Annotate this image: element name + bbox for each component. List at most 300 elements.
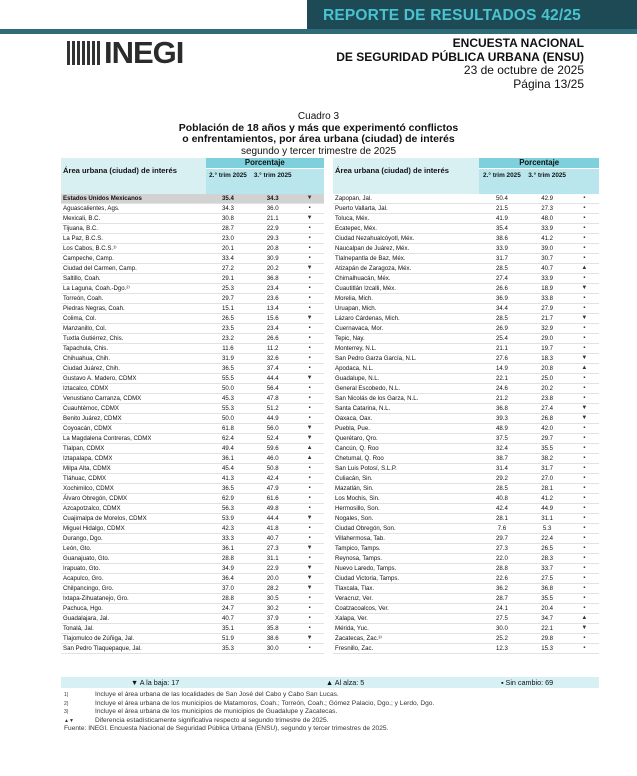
down-arrow-icon: ▼	[306, 375, 313, 381]
q2-value: 36.9	[495, 295, 508, 302]
source-note: Fuente: INEGI. Encuesta Nacional de Seguridad Pública Urbana (ENSU), segundo y tercer trimestres de 2025.	[64, 725, 389, 733]
table-row	[61, 384, 324, 394]
down-arrow-icon: ▼	[306, 575, 313, 581]
q2-value: 53.9	[222, 515, 234, 522]
city-name: Chetumal, Q. Roo	[335, 455, 384, 462]
no-change-icon: ▪	[583, 595, 586, 601]
no-change-icon: ▪	[583, 385, 586, 391]
no-change-icon: ▪	[583, 375, 586, 381]
city-name: Toluca, Méx.	[335, 215, 370, 222]
q2-value: 35.1	[222, 625, 234, 632]
down-arrow-icon: ▼	[581, 625, 588, 631]
up-arrow-icon: ▲	[581, 365, 588, 371]
q2-value: 27.2	[222, 265, 234, 272]
q2-value: 7.6	[497, 525, 507, 532]
q3-value: 36.0	[266, 205, 279, 212]
q2-value: 35.4	[222, 195, 234, 202]
table-row	[333, 334, 599, 344]
footnote: ▲▼ Diferencia estadísticamente significativa respecto al segundo trimestre de 2025.	[64, 716, 329, 724]
down-arrow-icon: ▼	[581, 355, 588, 361]
q3-value: 32.6	[266, 355, 279, 362]
q2-value: 27.3	[495, 545, 508, 552]
city-name: Los Cabos, B.C.S.¹⁾	[63, 245, 117, 252]
table-row	[61, 594, 324, 604]
q3-value: 61.6	[266, 495, 279, 502]
table-row	[333, 554, 599, 564]
no-change-icon: ▪	[583, 605, 586, 611]
city-name: Gustavo A. Madero, CDMX	[63, 375, 137, 382]
city-name: Ecatepec, Méx.	[335, 225, 377, 232]
city-name: Chihuahua, Chih.	[63, 355, 111, 362]
table-row	[333, 404, 599, 414]
table-row	[333, 314, 599, 324]
city-name: Cuauhtémoc, CDMX	[63, 405, 119, 412]
city-name: Mexicali, B.C.	[63, 215, 101, 222]
q2-value: 38.6	[495, 235, 508, 242]
city-name: Saltillo, Coah.	[63, 275, 101, 282]
q3-value: 41.2	[541, 235, 554, 242]
table-row	[333, 634, 599, 644]
q3-value: 41.8	[266, 525, 279, 532]
logo-word: INEGI	[104, 35, 184, 70]
no-change-icon: ▪	[583, 235, 586, 241]
no-change-icon: ▪	[583, 505, 586, 511]
no-change-icon: ▪	[583, 395, 586, 401]
city-name: Ciudad Victoria, Tamps.	[335, 575, 400, 582]
down-arrow-icon: ▼	[306, 635, 313, 641]
q3-value: 47.8	[266, 395, 279, 402]
table-row	[333, 394, 599, 404]
q3-value: 20.4	[541, 605, 554, 612]
table-row	[333, 574, 599, 584]
city-name: Ciudad Nezahualcóyotl, Méx.	[335, 235, 415, 242]
city-name: Tapachula, Chis.	[63, 345, 109, 352]
city-name: Colima, Col.	[63, 315, 97, 322]
inegi-logo	[67, 35, 184, 70]
table-row	[61, 404, 324, 414]
city-name: Culiacán, Sin.	[335, 475, 373, 482]
q2-value: 28.8	[495, 565, 508, 572]
table-row	[333, 364, 599, 374]
city-name: Tlaxcala, Tlax.	[335, 585, 375, 592]
table-row	[61, 644, 324, 654]
q3-value: 49.8	[266, 505, 279, 512]
city-name: Zacatecas, Zac.³⁾	[335, 635, 382, 642]
down-arrow-icon: ▼	[306, 515, 313, 521]
q2-value: 14.9	[495, 365, 508, 372]
q3-value: 39.0	[541, 245, 554, 252]
city-name: Tlalpan, CDMX	[63, 445, 105, 452]
city-name: Fresnillo, Zac.	[335, 645, 374, 652]
survey-header	[336, 37, 584, 91]
city-name: Oaxaca, Oax.	[335, 415, 373, 422]
down-arrow-icon: ▼	[306, 585, 313, 591]
q2-value: 42.4	[495, 505, 508, 512]
q3-value: 31.1	[266, 555, 279, 562]
table-row	[333, 294, 599, 304]
city-name: General Escobedo, N.L.	[335, 385, 401, 392]
table-row	[61, 484, 324, 494]
q3-value: 42.4	[266, 475, 279, 482]
no-change-icon: ▪	[583, 245, 586, 251]
city-name: Iztapalapa, CDMX	[63, 455, 113, 462]
q3-value: 26.5	[541, 545, 554, 552]
table-row	[61, 494, 324, 504]
footnote: 1) Incluye el área urbana de las localidades de San José del Cabo y Cabo San Lucas.	[64, 691, 339, 698]
table-row	[333, 344, 599, 354]
area-column-header: Área urbana (ciudad) de interés	[61, 158, 206, 194]
no-change-icon: ▪	[583, 335, 586, 341]
q3-value: 56.4	[266, 385, 279, 392]
q2-value: 31.9	[222, 355, 234, 362]
q3-value: 29.8	[541, 635, 554, 642]
q2-value: 33.4	[222, 255, 234, 262]
table-row	[61, 204, 324, 214]
no-change-icon: ▪	[583, 195, 586, 201]
table-row	[61, 224, 324, 234]
down-arrow-icon: ▼	[581, 415, 588, 421]
q2-value: 31.7	[495, 255, 508, 262]
city-name: Puerto Vallarta, Jal.	[335, 205, 388, 212]
no-change-icon: ▪	[308, 535, 311, 541]
q3-value: 33.9	[541, 275, 554, 282]
city-name: La Paz, B.C.S.	[63, 235, 103, 242]
city-name: San Pedro Garza García, N.L.	[335, 355, 417, 362]
q3-value: 20.8	[541, 365, 554, 372]
city-name: Coyoacán, CDMX	[63, 425, 112, 432]
no-change-icon: ▪	[583, 475, 586, 481]
page-number: Página 13/25	[513, 76, 584, 91]
no-change-icon: ▪	[583, 645, 586, 651]
q2-value: 30.8	[222, 215, 234, 222]
q2-value: 48.9	[495, 425, 508, 432]
q2-value: 62.9	[222, 495, 234, 502]
city-name: Veracruz, Ver.	[335, 595, 373, 602]
table-row	[333, 604, 599, 614]
no-change-icon: ▪	[308, 365, 311, 371]
city-name: Tlalnepantla de Baz, Méx.	[335, 255, 406, 262]
survey-name-line1: ENCUESTA NACIONAL	[452, 36, 584, 50]
q3-value: 33.8	[541, 295, 554, 302]
city-name: San Luis Potosí, S.L.P.	[335, 465, 397, 472]
q3-value: 47.9	[266, 485, 279, 492]
table-row	[61, 544, 324, 554]
q3-value: 27.3	[541, 205, 554, 212]
q3-value: 36.8	[266, 275, 279, 282]
no-change-icon: ▪	[308, 335, 311, 341]
q2-value: 55.3	[222, 405, 234, 412]
q3-value: 30.7	[541, 255, 554, 262]
table-row	[333, 484, 599, 494]
city-name: Irapuato, Gto.	[63, 565, 101, 572]
city-name: Nuevo Laredo, Tamps.	[335, 565, 397, 572]
q2-value: 28.5	[495, 485, 508, 492]
up-arrow-icon: ▲	[306, 455, 313, 461]
table-row	[61, 604, 324, 614]
no-change-icon: ▪	[308, 205, 311, 211]
table-right-body	[333, 194, 599, 654]
q2-value: 40.7	[222, 615, 234, 622]
table-row	[61, 244, 324, 254]
q3-value: 30.2	[266, 605, 279, 612]
q2-value: 49.4	[222, 445, 234, 452]
table-row	[61, 624, 324, 634]
city-name: Hermosillo, Son.	[335, 505, 380, 512]
legend	[61, 677, 599, 688]
table-row	[61, 474, 324, 484]
q2-value: 40.8	[495, 495, 508, 502]
footnote: 2) Incluye el área urbana de los municipios de Matamoros, Coah.; Torreón, Coah.; Gómez Palacio, Dgo.; y Lerdo, Dgo.	[64, 699, 435, 707]
table-row	[61, 214, 324, 224]
city-name: Iztacalco, CDMX	[63, 385, 109, 392]
no-change-icon: ▪	[308, 595, 311, 601]
no-change-icon: ▪	[308, 555, 311, 561]
q3-value: 25.0	[541, 375, 554, 382]
footnotes	[64, 691, 604, 734]
no-change-icon: ▪	[583, 455, 586, 461]
up-arrow-icon: ▲	[581, 265, 588, 271]
mark-column-header	[570, 169, 599, 194]
down-arrow-icon: ▼	[306, 545, 313, 551]
down-arrow-icon: ▼	[306, 195, 313, 201]
q2-value: 28.7	[222, 225, 234, 232]
city-name: Atizapán de Zaragoza, Méx.	[335, 265, 412, 272]
q2-value: 36.4	[222, 575, 234, 582]
q2-value: 36.5	[222, 485, 234, 492]
table-row	[333, 204, 599, 214]
q3-value: 35.8	[266, 625, 279, 632]
no-change-icon: ▪	[583, 325, 586, 331]
city-name: Aguascalientes, Ags.	[63, 205, 120, 212]
legend-up: ▲ Al alza: 5	[326, 678, 365, 687]
down-arrow-icon: ▼	[581, 315, 588, 321]
table-row	[333, 594, 599, 604]
no-change-icon: ▪	[583, 345, 586, 351]
q2-value: 34.3	[222, 205, 234, 212]
table-row	[61, 234, 324, 244]
q3-value: 44.4	[266, 515, 279, 522]
no-change-icon: ▪	[583, 535, 586, 541]
no-change-icon: ▪	[308, 625, 311, 631]
q3-value: 27.5	[541, 575, 554, 582]
q2-value: 51.9	[222, 635, 234, 642]
q3-value: 31.7	[541, 465, 554, 472]
q2-value: 30.0	[495, 625, 508, 632]
q2-column-header: 2.° trim 2025	[479, 169, 524, 194]
table-row	[333, 524, 599, 534]
table-row	[333, 564, 599, 574]
table-row	[333, 214, 599, 224]
q3-value: 20.2	[266, 265, 279, 272]
q3-value: 27.0	[541, 475, 554, 482]
q3-value: 51.2	[266, 405, 279, 412]
q2-value: 45.3	[222, 395, 234, 402]
q2-value: 28.5	[495, 265, 508, 272]
q3-value: 15.3	[541, 645, 554, 652]
q3-value: 5.3	[542, 525, 552, 532]
city-name: Morelia, Mich.	[335, 295, 373, 302]
percentage-header: Porcentaje	[206, 158, 324, 168]
q2-value: 36.8	[495, 405, 508, 412]
down-arrow-icon: ▼	[306, 215, 313, 221]
q2-value: 28.8	[222, 555, 234, 562]
city-name: Tijuana, B.C.	[63, 225, 98, 232]
no-change-icon: ▪	[308, 465, 311, 471]
table-row	[61, 254, 324, 264]
q3-value: 26.6	[266, 335, 279, 342]
q2-value: 50.4	[495, 195, 508, 202]
no-change-icon: ▪	[308, 505, 311, 511]
q3-value: 21.7	[541, 315, 554, 322]
q2-value: 39.3	[495, 415, 508, 422]
q2-value: 22.1	[495, 375, 508, 382]
table-row	[333, 244, 599, 254]
no-change-icon: ▪	[583, 295, 586, 301]
no-change-icon: ▪	[308, 285, 311, 291]
no-change-icon: ▪	[308, 325, 311, 331]
table-row	[333, 454, 599, 464]
q2-value: 55.5	[222, 375, 234, 382]
table-row	[333, 644, 599, 654]
city-name: Mérida, Yuc.	[335, 625, 369, 632]
q3-value: 32.9	[541, 325, 554, 332]
table-row	[61, 364, 324, 374]
q2-value: 21.5	[495, 205, 508, 212]
q2-value: 35.3	[222, 645, 234, 652]
table-row	[333, 534, 599, 544]
city-name: Campeche, Camp.	[63, 255, 114, 262]
q2-value: 29.2	[495, 475, 508, 482]
city-name: Piedras Negras, Coah.	[63, 305, 125, 312]
no-change-icon: ▪	[583, 215, 586, 221]
footnote: 3) Incluye el área urbana de los municipios de municipios de Guadalupe y Zacatecas.	[64, 708, 338, 716]
q3-value: 23.4	[266, 285, 279, 292]
q3-value: 52.4	[266, 435, 279, 442]
q2-value: 26.6	[495, 285, 508, 292]
city-name: Miguel Hidalgo, CDMX	[63, 525, 125, 532]
q3-value: 30.9	[266, 255, 279, 262]
table-row	[61, 414, 324, 424]
mark-column-header	[295, 169, 324, 194]
q2-value: 27.5	[495, 615, 508, 622]
no-change-icon: ▪	[308, 485, 311, 491]
q3-value: 28.2	[266, 585, 279, 592]
table-right	[333, 158, 599, 654]
q3-value: 34.3	[266, 195, 279, 202]
city-name: Acapulco, Gro.	[63, 575, 104, 582]
city-name: Uruapan, Mich.	[335, 305, 377, 312]
q3-column-header: 3.° trim 2025	[525, 169, 570, 194]
no-change-icon: ▪	[308, 235, 311, 241]
city-name: Villahermosa, Tab.	[335, 535, 385, 542]
q3-value: 13.4	[266, 305, 279, 312]
down-arrow-icon: ▼	[306, 425, 313, 431]
q3-value: 44.9	[266, 415, 279, 422]
table-row	[333, 324, 599, 334]
table-row	[61, 314, 324, 324]
table-row	[333, 424, 599, 434]
q2-value: 21.2	[495, 395, 508, 402]
q3-value: 27.9	[541, 305, 554, 312]
q3-value: 30.5	[266, 595, 279, 602]
q3-value: 59.6	[266, 445, 279, 452]
city-name: Monterrey, N.L.	[335, 345, 377, 352]
q3-value: 22.1	[541, 625, 554, 632]
no-change-icon: ▪	[583, 525, 586, 531]
survey-name-line2: DE SEGURIDAD PÚBLICA URBANA (ENSU)	[336, 49, 584, 64]
no-change-icon: ▪	[583, 205, 586, 211]
q3-value: 18.3	[541, 355, 554, 362]
city-name: San Pedro Tlaquepaque, Jal.	[63, 645, 142, 652]
legend-down: ▼ A la baja: 17	[131, 678, 180, 687]
q3-value: 40.7	[541, 265, 554, 272]
table-row	[333, 474, 599, 484]
q2-value: 45.4	[222, 465, 234, 472]
city-name: Benito Juárez, CDMX	[63, 415, 122, 422]
city-name: Milpa Alta, CDMX	[63, 465, 111, 472]
q3-value: 40.7	[266, 535, 279, 542]
q2-value: 28.7	[495, 595, 508, 602]
table-row	[333, 444, 599, 454]
table-row	[61, 304, 324, 314]
table-row	[61, 284, 324, 294]
q2-value: 33.3	[222, 535, 234, 542]
q3-value: 22.4	[541, 535, 554, 542]
table-row	[61, 324, 324, 334]
no-change-icon: ▪	[308, 245, 311, 251]
city-name: Lázaro Cárdenas, Mich.	[335, 315, 400, 322]
city-name: Ixtapa-Zihuatanejo, Gro.	[63, 595, 129, 602]
table-row	[333, 494, 599, 504]
q2-value: 11.6	[222, 345, 234, 352]
q3-value: 44.9	[541, 505, 554, 512]
q3-value: 30.0	[266, 645, 279, 652]
q2-value: 36.1	[222, 545, 234, 552]
table-row	[61, 454, 324, 464]
table-left-body	[61, 194, 324, 654]
q2-value: 50.0	[222, 415, 234, 422]
city-name: Coatzacoalcos, Ver.	[335, 605, 389, 612]
table-number: Cuadro 3	[297, 111, 340, 122]
down-arrow-icon: ▼	[306, 565, 313, 571]
table-row	[61, 334, 324, 344]
city-name: Venustiano Carranza, CDMX	[63, 395, 142, 402]
table-row	[333, 224, 599, 234]
q3-value: 18.9	[541, 285, 554, 292]
city-name: Querétaro, Qro.	[335, 435, 378, 442]
city-name: Ciudad del Carmen, Camp.	[63, 265, 137, 272]
no-change-icon: ▪	[583, 255, 586, 261]
banner-title: REPORTE DE RESULTADOS 42/25	[322, 7, 581, 24]
table-row	[61, 584, 324, 594]
area-column-header: Área urbana (ciudad) de interés	[333, 158, 479, 194]
no-change-icon: ▪	[583, 225, 586, 231]
no-change-icon: ▪	[583, 435, 586, 441]
down-arrow-icon: ▼	[306, 265, 313, 271]
table-row	[333, 614, 599, 624]
q3-value: 20.8	[266, 245, 279, 252]
q3-value: 20.2	[541, 385, 554, 392]
table-row	[333, 194, 599, 204]
q2-value: 27.6	[495, 355, 508, 362]
no-change-icon: ▪	[308, 395, 311, 401]
table-row	[333, 354, 599, 364]
q3-value: 31.1	[541, 515, 554, 522]
q3-value: 38.2	[541, 455, 554, 462]
q2-value: 37.0	[222, 585, 234, 592]
national-total-row	[61, 194, 324, 204]
q2-value: 36.2	[495, 585, 508, 592]
